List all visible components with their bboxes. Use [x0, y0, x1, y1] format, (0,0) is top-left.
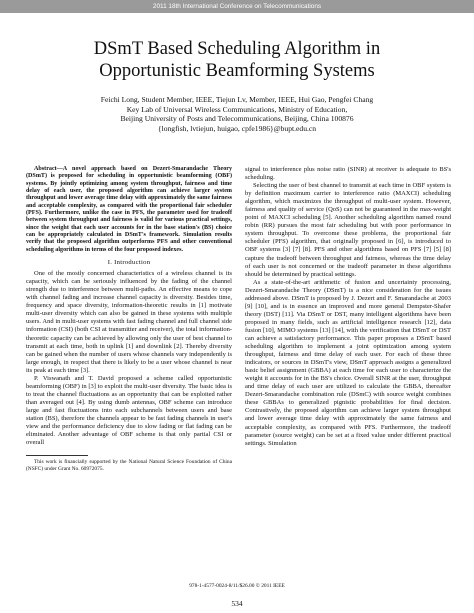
conference-header: 2011 18th International Conference on Telecommunications: [0, 0, 474, 13]
title-line-1: DSmT Based Scheduling Algorithm in: [93, 39, 381, 59]
affiliation-line-1: Key Lab of Universal Wireless Communications, Ministry of Education,: [126, 104, 348, 114]
author-names: Feichi Long, Student Member, IEEE, Tiejun Lv, Member, IEEE, Hui Gao, Pengfei Chang: [100, 95, 374, 104]
left-paragraph: P. Viswanath and T. David proposed a scheme called opportunistic beamforming (OBF) in [3] to exploit the multi-user diversity. The basic idea is to treat the channel fluctuations as an opportunity that can be exploited rather than averaged out [4]. By using dumb antennas, OBF scheme can introduce large and fast fluctuations into each subchannels between users and base station (BS), therefore the channels appear to be fast fading channels in user's view and the performance deficiency due to slow fading or flat fading can be eliminated. Another advantage of OBF scheme is that only partial CSI or overall: [26, 374, 232, 447]
abstract-text: Abstract—A novel approach based on Dezert-Smarandache Theory (DSmT) is proposed for scheduling in opportunistic beamforming (OBF) systems. By jointly optimizing among system throughput, fairness and time delay of each user, the proposed algorithm can achieve larger system throughput and lower average time delay with approximately the same fairness and acceptable complexity, as compared with the proportional fair scheduler (PFS). Furthermore, unlike the case in PFS, the parameter used for tradeoff between system throughput and fairness is valid for various practical settings, since the weight that each user accounts for in the base station's (BS) choice can be appropriately calculated in DSmT's framework. Simulation results verify that the proposed algorithm outperforms PFS and other conventional scheduling algorithms in terms of the four proposed indexes.: [26, 166, 232, 253]
right-paragraph: Selecting the user of best channel to transmit at each time in OBF system is by definition maximum carrier to interference ratio (MAXCI) scheduling algorithm, which maximizes the throughput of multi-user system. However, fairness and quality of service (QoS) can not be guaranteed in the max-weight point of MAXCI scheduling [5]. Another scheduling algorithm named round robin (RR) pursues the most fair scheduling but with poor performance in system throughput. To overcome these problems, the proportional fair scheduler (PFS) algorithm, that originally proposed in [6], is introduced to OBF systems [3] [7] [8]. PFS and other algorithms based on PFS [7] [5] [8] capture the tradeoff between throughput and fairness, whereas the time delay of each user is not concerned or the tradeoff parameter in these algorithms should be determined by practical settings.: [245, 182, 451, 278]
title-line-2: Opportunistic Beamforming Systems: [99, 61, 375, 81]
author-emails: {longfish, lvtiejun, huigao, cpfe1986}@bupt.edu.cn: [157, 123, 317, 133]
author-block: [20, 95, 454, 133]
page-number: 534: [231, 599, 243, 608]
paper-title: [20, 38, 454, 82]
section-heading-introduction: I. Introduction: [107, 259, 151, 267]
affiliation-line-2: Beijing University of Posts and Telecommunications, Beijing, China 100876: [120, 114, 354, 124]
left-paragraph: One of the mostly concerned characteristics of a wireless channel is its capacity, which can be seriously influenced by the fading of the channel strength due to interference between multi-paths. An effective means to cope with channel fading and increase channel capacity is diversity. Besides time, frequency and space diversity, information-theoretic results in [1] motivate multi-user diversity which can also be gained in these systems with multiple users. And in multi-user systems with fast fading channel and full channel side information (CSI) (both CSI at transmitter and receiver), the total information-theoretic capacity can be achieved by allowing only the user of best channel to transmit at each time, both in uplink [1] and downlink [2]. Thereby diversity can be gained when the number of users whose channels vary independently is large enough, in respect that there is likely to be a user whose channel is near its peak at each time [3].: [26, 270, 232, 374]
footnote-divider: [26, 455, 88, 456]
footnote: This work is financially supported by the National Natural Science Foundation of China (NSFC) under Grant No. 60972075.: [26, 459, 232, 472]
abstract: [26, 166, 232, 254]
copyright-line: 978-1-4577-0024-8/11/$26.00 © 2011 IEEE: [189, 583, 285, 589]
left-column: [26, 166, 232, 472]
right-column: [245, 166, 451, 448]
right-paragraph: As a state-of-the-art arithmetic of fusion and uncertainty processing, Dezert-Smarandache Theory (DSmT) is a nice consideration for the issues addressed above. DSmT is proposed by J. Dezert and F. Smarandache at 2003 [9] [10], and is in essence an improved and more general Dempster-Shafer theory (DST) [11]. Via DSmT or DST, many intelligent algorithms have been proposed in many fields, such as artificial intelligence research [12], data fusion [10], MIMO systems [13] [14], with the verification that DSmT or DST can achieve a satisfactory performance. This paper proposes a DSmT based scheduling algorithm to implement a joint optimization among system throughput, fairness and time delay of each user. For each of these three indicators, or sources in DSmT's view, DSmT approach assigns a generalized basic belief assignment (GBBA) at each time for each user to characterize the weight it accounts for in the BS's choice. Overall SINR at the user, throughput and time delay of each user are utilized to calculate the GBBA, thereafter Dezert-Smarandache combination rule (DSmC) with source weight combines these GBBAs to generalized pignistic probabilities for final decision. Contrastively, the proposed algorithm can achieve larger system throughput and lower average time delay with approximately the same fairness and acceptable complexity, as compared with PFS. Furthermore, the tradeoff parameter (source weight) can be set at a fixed value under different practical settings. Simulation: [245, 278, 451, 447]
right-paragraph: signal to interference plus noise ratio (SINR) at receiver is adequate to BS's scheduling.: [245, 166, 451, 182]
